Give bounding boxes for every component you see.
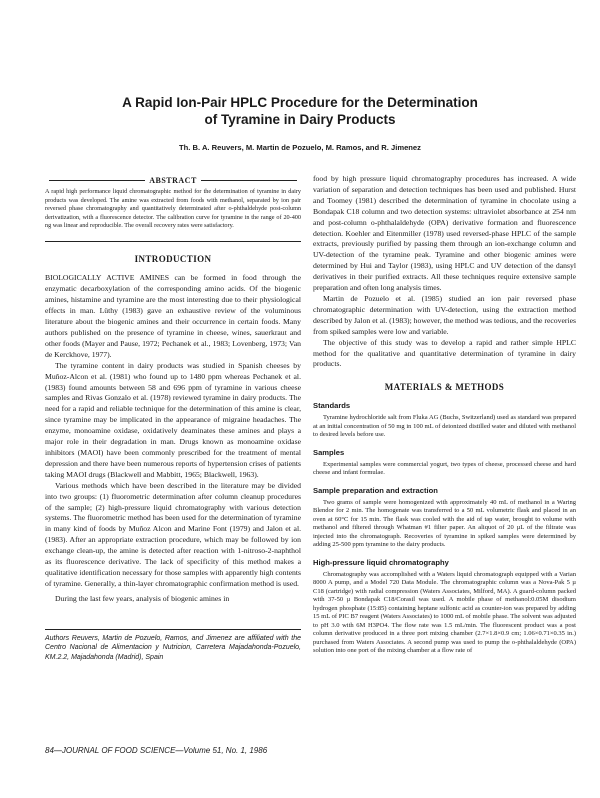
- page-footer: 84—JOURNAL OF FOOD SCIENCE—Volume 51, No. 1, 1986: [45, 746, 268, 755]
- intro-paragraph: The tyramine content in dairy products was studied in Spanish cheeses by Muñoz-Alcon et al. (1981) who found up to 1480 ppm whereas Pechanek et al. (1983) found amounts between 58 and 696 ppm of tyramine in various cheese samples and Rivas Gonzalo et al. (1978) reviewed tyramine in dairy products. The need for a rapid and reliable technique for the determination of this amine is clear, since tyramine may be implicated in the appearance of migraine headaches. The enzyme, monoamine oxidase, oxidatively deaminates these amines and plays a major role in their degradation in man. Drugs known as monoamine oxidase inhibitors (MAOI) have been commonly prescribed for the treatment of mental depression and there have been numerous reports of hypertension crises of patients taking MAOI drugs (Blackwell and Mabbitt, 1965; Blackwell, 1963).: [45, 360, 301, 479]
- subsection-heading: High-pressure liquid chromatography: [313, 557, 449, 567]
- methods-body: [313, 401, 576, 656]
- title-line-1: A Rapid Ion-Pair HPLC Procedure for the Determination: [122, 95, 478, 110]
- introduction-heading: INTRODUCTION: [134, 254, 212, 265]
- intro-paragraph: BIOLOGICALLY ACTIVE AMINES can be formed in food through the enzymatic decarboxylation of the corresponding amino acids. Of the biogenic amines, histamine and tyramine are the most interesting due to their physiological effects in man. Lüthy (1983) gave an exhaustive review of the voluminous literature about the biogenic amines and their occurrence in certain foods. Many authors published on the presence of tyramine in cheese, wines, sauerkraut and other foods (Mayer and Pause, 1972; Pechanek et al., 1983; Lovenberg, 1973; Van de Kerckhove, 1977).: [45, 273, 301, 359]
- title-line-2: of Tyramine in Dairy Products: [204, 112, 396, 127]
- divider: [45, 241, 301, 243]
- footnote-rule: [45, 629, 301, 630]
- subsection-text: Tyramine hydrochloride salt from Fluka AG (Buchs, Switzerland) used as standard was prepared at an initial concentration of 50 mg in 100 mL of deionized distilled water and diluted with methanol to desired levels before use.: [313, 414, 576, 439]
- intro-paragraph: Various methods which have been described in the literature may be divided into two groups: (1) fluorometric determination after column cleanup procedures of the sample; (2) high-pressure liquid chromatography with various detection systems. The fluorometric method has been used for the determination of tyramine in many kind of foods by Muñoz Alcon and Marine Font (1979) and Jalon et al. (1983). After an appropriate extraction procedure, which may be followed by ion exchange clean-up, the amine is detected after reaction with 1-nitroso-2-naphthol as its fluorescence derivative. The lack of specificity of this method makes a qualitative identification necessary for those samples with apparently high contents of tyramine. Generally, a thin-layer chromatographic confirmation method is used.: [45, 480, 301, 588]
- author-footnote: Authors Reuvers, Martin de Pozuelo, Ramos, and Jimenez are affiliated with the Centro Nacional de Alimentacion y Nutricion, Carretera Majadahonda-Pozuelo, KM.2.2, Majadahonda (Madrid), Spain: [45, 634, 301, 661]
- body-paragraph: Martin de Pozuelo et al. (1985) studied an ion pair reversed phase chromatographic determination with UV-detection, using the extraction method described by Jalon et al. (1983); however, the method was tedious, and the recoveries from spiked samples were low and variable.: [313, 293, 576, 336]
- abstract: [45, 176, 301, 231]
- subsection-heading: Standards: [313, 401, 351, 411]
- subsection-text: Two grams of sample were homogenized with approximately 40 mL of methanol in a Waring Blendor for 2 min. The homogenate was transferred to a 50 mL volumetric flask and placed in an oven at 60°C for 15 min. The flask was cooled with the aid of tap water, brought to volume with methanol and filtered through Whatman #1 filter paper. An aliquot of 20 µL of the filtrate was injected into the chromatograph. Recoveries of tyramine in spiked samples were determined by adding 25-500 ppm tyramine to the dairy products.: [313, 498, 576, 549]
- subsection-text: Experimental samples were commercial yogurt, two types of cheese, processed cheese and hard cheese and infant formulae.: [313, 460, 576, 477]
- body-paragraph: food by high pressure liquid chromatography procedures has increased. A wide variation of separation and detection techniques has been used and published. Hurst and Toomey (1981) described the determination of tyramine in chocolate using a Bondapak C18 column and two detection systems: ultraviolet absorbance at 254 nm and post-column o-phthalaldehyde (OPA) derivative formation and fluorescence detection. Koehler and Eitenmiller (1978) used reversed-phase HPLC of the sample extracts, previously purified by passing them through an ion-exchange column and UV-detection of the tyramine peak. Tyramine and other biogenic amines were determined by Hui and Taylor (1983), using HPLC and UV detection of the dansyl derivatives in their purified extracts. All these techniques require extensive sample preparation and often long analysis times.: [313, 174, 576, 293]
- subsection-heading: Samples: [313, 447, 345, 457]
- abstract-text: A rapid high performance liquid chromatographic method for the determination of tyramine in dairy products was developed. The amine was extracted from foods with methanol, separated by ion pair reversed phase chromatography and quantitatively determinated after o-phthaldehyde post-column derivatization, with a fluorescence detector. The calibration curve for tyramine in the range of 20-400 ng was linear and reproducible. The overall recovery rates were satisfactory.: [45, 188, 301, 230]
- right-column: [313, 174, 576, 656]
- intro-paragraph: During the last few years, analysis of biogenic amines in: [55, 593, 230, 603]
- body-paragraph: The objective of this study was to develop a rapid and rather simple HPLC method for the qualitative and quantitative determination of tyramine in dairy products.: [313, 337, 576, 369]
- authors: Th. B. A. Reuvers, M. Martin de Pozuelo, M. Ramos, and R. Jimenez: [179, 143, 421, 152]
- methods-heading: MATERIALS & METHODS: [384, 382, 505, 393]
- subsection-text: Chromatography was accomplished with a Waters liquid chromatograph equipped with a Varian 8000 A pump, and a Model 720 Data Module. The chromatographic column was a Nova-Pak 5 µ C18 (cartridge) with radial compression (Waters Associates, Milford, MA). A guard-column packed with 37-50 µ Bondapak C18/Corasil was used. A mobile phase of methanol:0.05M disodium hydrogen phosphate (15:85) containing heptane sulfonic acid as counter-ion was prepared by adding 15 mL of PIC B7 reagent (Waters Associates) to 1000 mL of mobile phase. The solvent was adjusted to pH 3.0 with 6M H3PO4. The flow rate was 1.5 mL/min. The fluorescent product was a post column derivative produced in a three port mixing chamber (2.7×1.8×0.9 cm; 1.06×0.71×0.35 in.) purchased from Waters Associates. A second pump was used to pump the o-phthalaldehyde (OPA) solution into one port of the mixing chamber at a flow rate of: [313, 570, 576, 655]
- left-column: [45, 175, 301, 662]
- abstract-heading-row: [45, 176, 301, 185]
- paper-title: [0, 94, 600, 128]
- subsection-heading: Sample preparation and extraction: [313, 485, 438, 495]
- abstract-heading: ABSTRACT: [149, 176, 197, 185]
